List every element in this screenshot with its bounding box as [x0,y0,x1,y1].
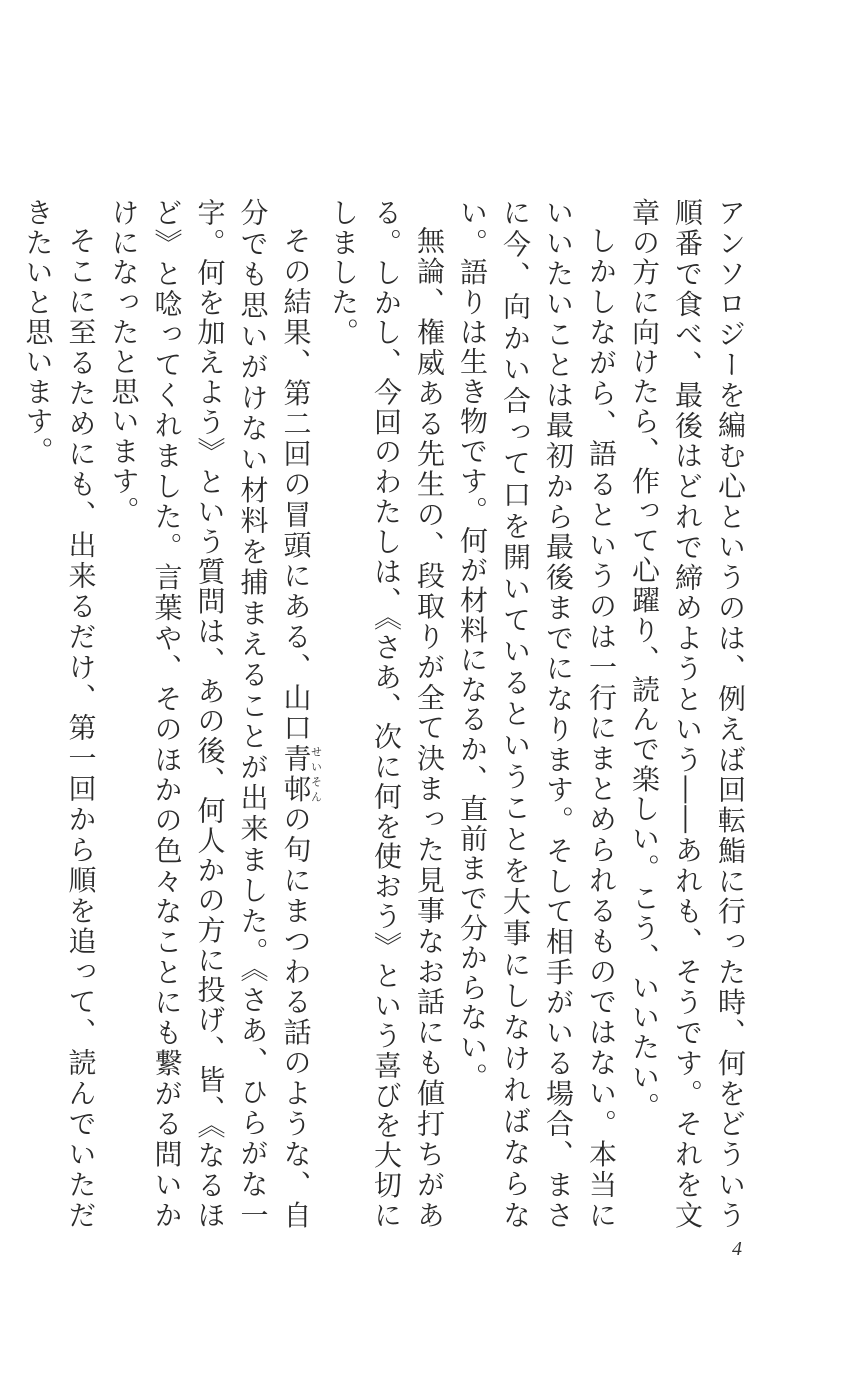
ruby-base: 青邨 [279,743,313,805]
paragraph-4 [103,198,323,1230]
paragraph-4-after: の句にまつわる話のような、自分でも思いがけない材料を捕まえることが出来ました。《さあ、ひらがな一字。何を加えよう》という質問は、あの後、何人かの方に投げ、皆、《なるほど》と唸ってくれました。言葉や、そのほかの色々なことにも繋がる問いかけになったと思います。 [107,198,313,1230]
body-text [21,198,752,1230]
paragraph-4-before: その結果、第二回の冒頭にある、山口 [279,226,313,744]
ruby-reading: せいそん [309,743,323,804]
paragraph-1: アンソロジーを編む心というのは、例えば回転鮨に行った時、何をどういう順番で食べ、最後はどれで締めようという――あれも、そうです。それを文章の方に向けたら、作って心躍り、読んで楽しい。こう、いいたい。 [628,198,747,1230]
page-number: 4 [732,1238,742,1260]
paragraph-3: 無論、権威ある先生の、段取りが全て決まった見事なお話にも値打ちがある。しかし、今回のわたしは、《さあ、次に何を使おう》という喜びを大切にしました。 [327,198,446,1230]
paragraph-5: そこに至るためにも、出来るだけ、第一回から順を追って、読んでいただきたいと思います。 [21,198,98,1230]
furigana-seison [279,743,323,805]
paragraph-2: しかしながら、語るというのは一行にまとめられるものではない。本当にいいたいことは最初から最後までになります。そして相手がいる場合、まさに今、向かい合って口を開いているということを大事にしなければならない。語りは生き物です。何が材料になるか、直前まで分からない。 [456,198,618,1230]
